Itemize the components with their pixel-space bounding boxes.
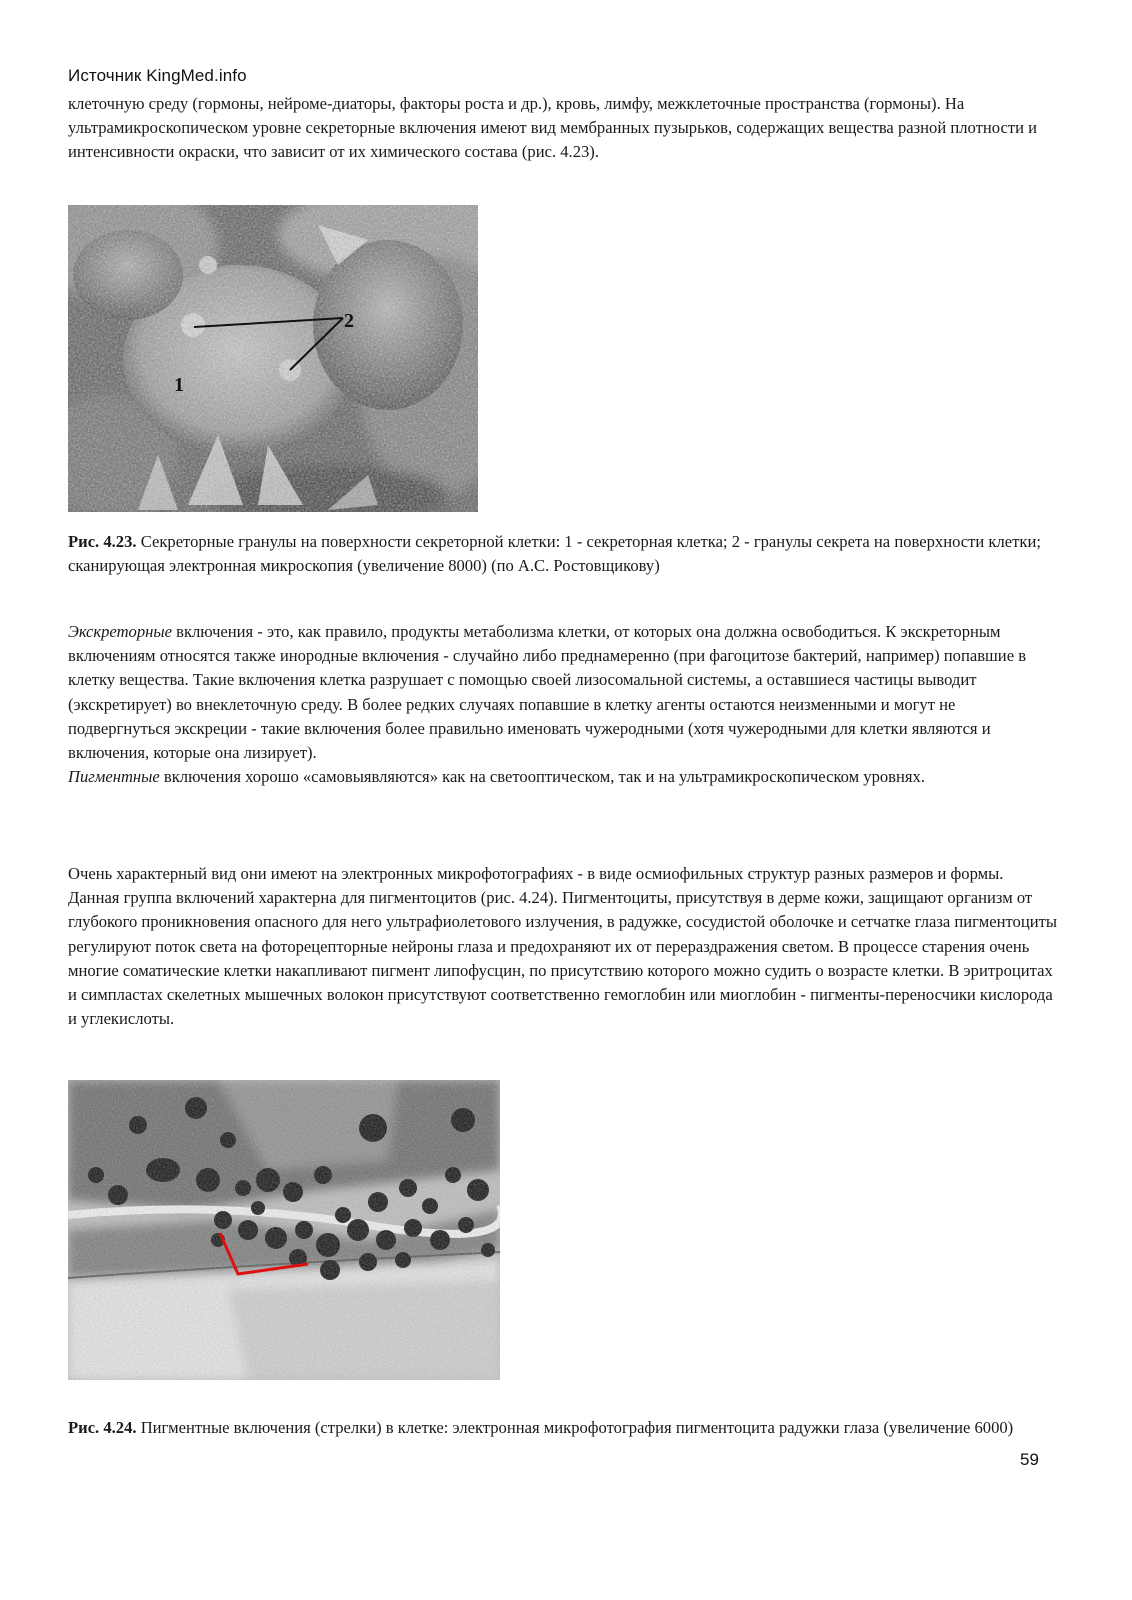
page-number: 59 bbox=[1020, 1450, 1039, 1469]
term-pigment: Пигментные bbox=[68, 767, 160, 787]
sem-micrograph-image bbox=[68, 205, 478, 512]
paragraph-3: Очень характерный вид они имеют на электронных микрофотографиях - в виде осмиофильных структур разных размеров и формы. Данная группа включений характерна для пигментоцитов (рис. 4.24). Пигментоциты, присутствуя в дерме кожи, защищают организм от глубокого проникновения опасного для него ультрафиолетового излучения, в радужке, сосудистой оболочке и сетчатке глаза пигментоциты регулируют поток света на фоторецепторные нейроны глаза и предохраняют их от перераздражения светом. В процессе старения очень многие соматические клетки накапливают пигмент липофусцин, по присутствию которого можно судить о возрасте клетки. В эритроцитах и симпластах скелетных мышечных волокон присутствуют соответственно гемоглобин или миоглобин - пигменты-переносчики кислорода и углекислоты. bbox=[68, 864, 1058, 1029]
paragraph-2-text-b: включения хорошо «самовыявляются» как на светооптическом, так и на ультрамикроскопическом уровнях. bbox=[159, 767, 925, 787]
figure-4-24-tem-photo bbox=[68, 1080, 500, 1380]
figure-4-23-caption bbox=[68, 530, 1058, 578]
figure-label-1: 1 bbox=[174, 374, 184, 396]
caption-text: Секреторные гранулы на поверхности секреторной клетки: 1 - секреторная клетка; 2 - гранулы секрета на поверхности клетки; сканирующая электронная микроскопия (увеличение 8000) (по А.С. Ростовщикову) bbox=[68, 532, 1041, 576]
paragraph-1: клеточную среду (гормоны, нейроме-диаторы, факторы роста и др.), кровь, лимфу, межклеточные пространства (гормоны). На ультрамикроскопическом уровне секреторные включения имеют вид мембранных пузырьков, содержащих вещества разной плотности и интенсивности окраски, что зависит от их химического состава (рис. 4.23). bbox=[68, 94, 1037, 162]
caption-label: Рис. 4.23. bbox=[68, 532, 137, 551]
paragraph-2 bbox=[68, 620, 1058, 789]
caption-label: Рис. 4.24. bbox=[68, 1418, 137, 1437]
paragraph-2-text-a: включения - это, как правило, продукты метаболизма клетки, от которых она должна освободиться. К экскреторным включениям относятся также инородные включения - случайно либо преднамеренно (при фагоцитозе бактерий, например) попавшие в клетку вещества. Такие включения клетка разрушает с помощью своей лизосомальной системы, а оставшиеся частицы выводит (экскретирует) во внеклеточную среду. В более редких случаях попавшие в клетку агенты остаются неизменными и могут не подвергнуться экскреции - такие включения более правильно именовать чужеродными (хотя чужеродными для клетки являются и включения, которые она лизирует). bbox=[68, 622, 1027, 763]
source-header: Источник KingMed.info bbox=[68, 66, 247, 85]
caption-text: Пигментные включения (стрелки) в клетке: электронная микрофотография пигментоцита радужки глаза (увеличение 6000) bbox=[136, 1418, 1014, 1437]
figure-4-24-caption bbox=[68, 1416, 1058, 1440]
term-excretory: Экскреторные bbox=[68, 622, 172, 641]
figure-4-23-sem-photo bbox=[68, 205, 478, 512]
tem-micrograph-image bbox=[68, 1080, 500, 1380]
figure-label-2: 2 bbox=[344, 310, 354, 332]
